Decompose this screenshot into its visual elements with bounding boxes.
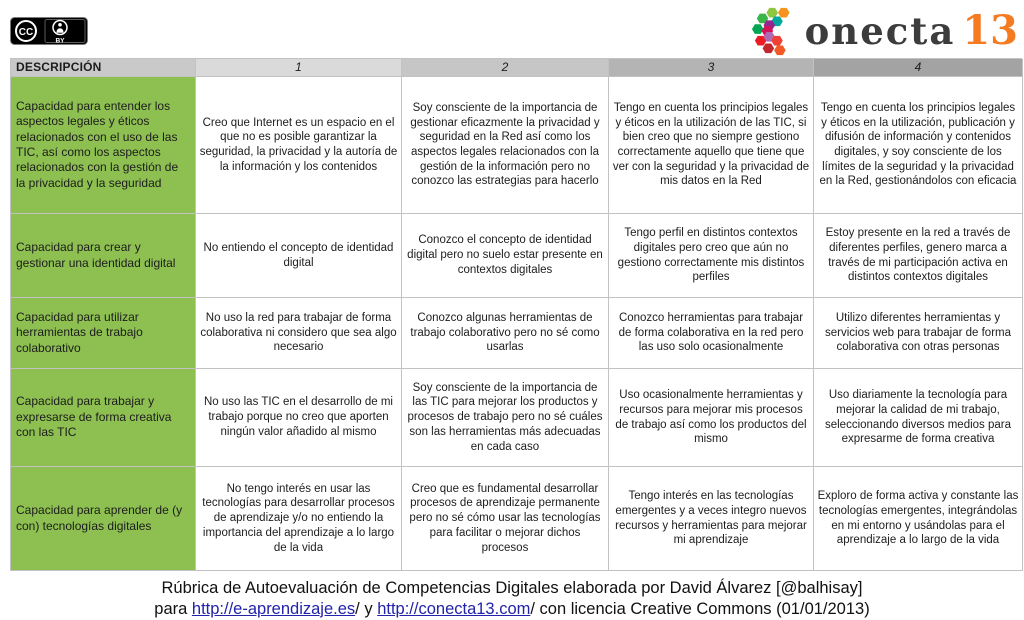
column-header-level-4: 4 bbox=[814, 59, 1023, 77]
footer-text-suffix: / con licencia Creative Commons (01/01/2013) bbox=[530, 599, 870, 618]
e-aprendizaje-link[interactable]: http://e-aprendizaje.es bbox=[191, 599, 356, 618]
competency-description-4: Capacidad para trabajar y expresarse de forma creativa con las TIC bbox=[11, 369, 196, 467]
competency-description-5: Capacidad para aprender de (y con) tecnologías digitales bbox=[11, 467, 196, 571]
cc-label: CC bbox=[18, 27, 34, 38]
rubric-cell-r5-l1: No tengo interés en usar las tecnologías para desarrollar procesos de aprendizaje y/o no entiendo la importancia del aprendizaje a lo largo de la vida bbox=[196, 467, 402, 571]
rubric-table bbox=[10, 58, 1022, 571]
by-label: BY bbox=[55, 37, 65, 45]
rubric-cell-r1-l3: Tengo en cuenta los principios legales y éticos en la utilización de las TIC, si bien creo que no siempre gestiono correctamente aquello que tiene que ver con la seguridad y la privacidad de mis datos en la Red bbox=[609, 77, 814, 214]
competency-description-2: Capacidad para crear y gestionar una identidad digital bbox=[11, 214, 196, 298]
footer-text-mid: / y bbox=[355, 599, 378, 618]
rubric-cell-r2-l3: Tengo perfil en distintos contextos digitales pero creo que aún no gestiono correctamente mis distintos perfiles bbox=[609, 214, 814, 298]
rubric-cell-r5-l2: Creo que es fundamental desarrollar procesos de aprendizaje permanente pero no sé cómo usar las tecnologías para facilitar o mejorar dichos procesos bbox=[402, 467, 609, 571]
footer-line1: Rúbrica de Autoevaluación de Competencias Digitales elaborada por David Álvarez [@balhisay] bbox=[161, 579, 863, 597]
footer-text-prefix: para bbox=[154, 599, 192, 618]
rubric-cell-r1-l2: Soy consciente de la importancia de gestionar eficazmente la privacidad y seguridad en la Red así como los aspectos legales relacionados con la gestión de la información pero no conozco las estrategias para hacerlo bbox=[402, 77, 609, 214]
rubric-cell-r3-l4: Utilizo diferentes herramientas y servicios web para trabajar de forma colaborativa con otras personas bbox=[814, 298, 1023, 369]
footer-line2 bbox=[0, 599, 1024, 620]
rubric-cell-r3-l1: No uso la red para trabajar de forma colaborativa ni considero que sea algo necesario bbox=[196, 298, 402, 369]
rubric-cell-r5-l4: Exploro de forma activa y constante las tecnologías emergentes, integrándolas en mi entorno y usándolas para el aprendizaje a lo largo de la vida bbox=[814, 467, 1023, 571]
rubric-cell-r2-l2: Conozco el concepto de identidad digital pero no suelo estar presente en contextos digitales bbox=[402, 214, 609, 298]
rubric-cell-r4-l3: Uso ocasionalmente herramientas y recursos para mejorar mis procesos de trabajo así como los productos del mismo bbox=[609, 369, 814, 467]
rubric-cell-r3-l2: Conozco algunas herramientas de trabajo colaborativo pero no sé como usarlas bbox=[402, 298, 609, 369]
competency-description-3: Capacidad para utilizar herramientas de trabajo colaborativo bbox=[11, 298, 196, 369]
footer-caption bbox=[0, 578, 1024, 620]
rubric-cell-r4-l2: Soy consciente de la importancia de las TIC para mejorar los productos y procesos de trabajo pero no sé cuáles son las herramientas más adecuadas en cada caso bbox=[402, 369, 609, 467]
competency-description-1: Capacidad para entender los aspectos legales y éticos relacionados con el uso de las TIC, así como los aspectos relacionados con la gestión de la privacidad y la seguridad bbox=[11, 77, 196, 214]
conecta13-logo bbox=[751, 4, 1018, 58]
rubric-cell-r5-l3: Tengo interés en las tecnologías emergentes y a veces integro nuevos recursos y herramientas para mejorar mi aprendizaje bbox=[609, 467, 814, 571]
logo-text: onecta bbox=[804, 8, 956, 53]
rubric-cell-r2-l1: No entiendo el concepto de identidad digital bbox=[196, 214, 402, 298]
rubric-cell-r3-l3: Conozco herramientas para trabajar de forma colaborativa en la red pero las uso solo ocasionalmente bbox=[609, 298, 814, 369]
logo-number: 13 bbox=[962, 7, 1018, 54]
conecta13-c-mosaic-icon bbox=[751, 4, 803, 58]
rubric-cell-r4-l1: No uso las TIC en el desarrollo de mi trabajo porque no creo que aporten ningún valor añadido al mismo bbox=[196, 369, 402, 467]
rubric-cell-r2-l4: Estoy presente en la red a través de diferentes perfiles, genero marca a través de mi participación activa en distintos contextos digitales bbox=[814, 214, 1023, 298]
column-header-level-1: 1 bbox=[196, 59, 402, 77]
conecta13-link[interactable]: http://conecta13.com bbox=[377, 599, 531, 618]
column-header-level-3: 3 bbox=[609, 59, 814, 77]
column-header-level-2: 2 bbox=[402, 59, 609, 77]
rubric-cell-r1-l1: Creo que Internet es un espacio en el que no es posible garantizar la seguridad, la privacidad y la autoría de la información y los contenidos bbox=[196, 77, 402, 214]
cc-by-badge bbox=[10, 17, 88, 45]
rubric-cell-r4-l4: Uso diariamente la tecnología para mejorar la calidad de mi trabajo, seleccionando diversos medios para expresarme de forma creativa bbox=[814, 369, 1023, 467]
rubric-cell-r1-l4: Tengo en cuenta los principios legales y éticos en la utilización, publicación y difusión de información y contenidos digitales, y soy consciente de los límites de la seguridad y la privacidad en la Red, gestionándolos con eficacia bbox=[814, 77, 1023, 214]
column-header-description: DESCRIPCIÓN bbox=[11, 59, 196, 77]
